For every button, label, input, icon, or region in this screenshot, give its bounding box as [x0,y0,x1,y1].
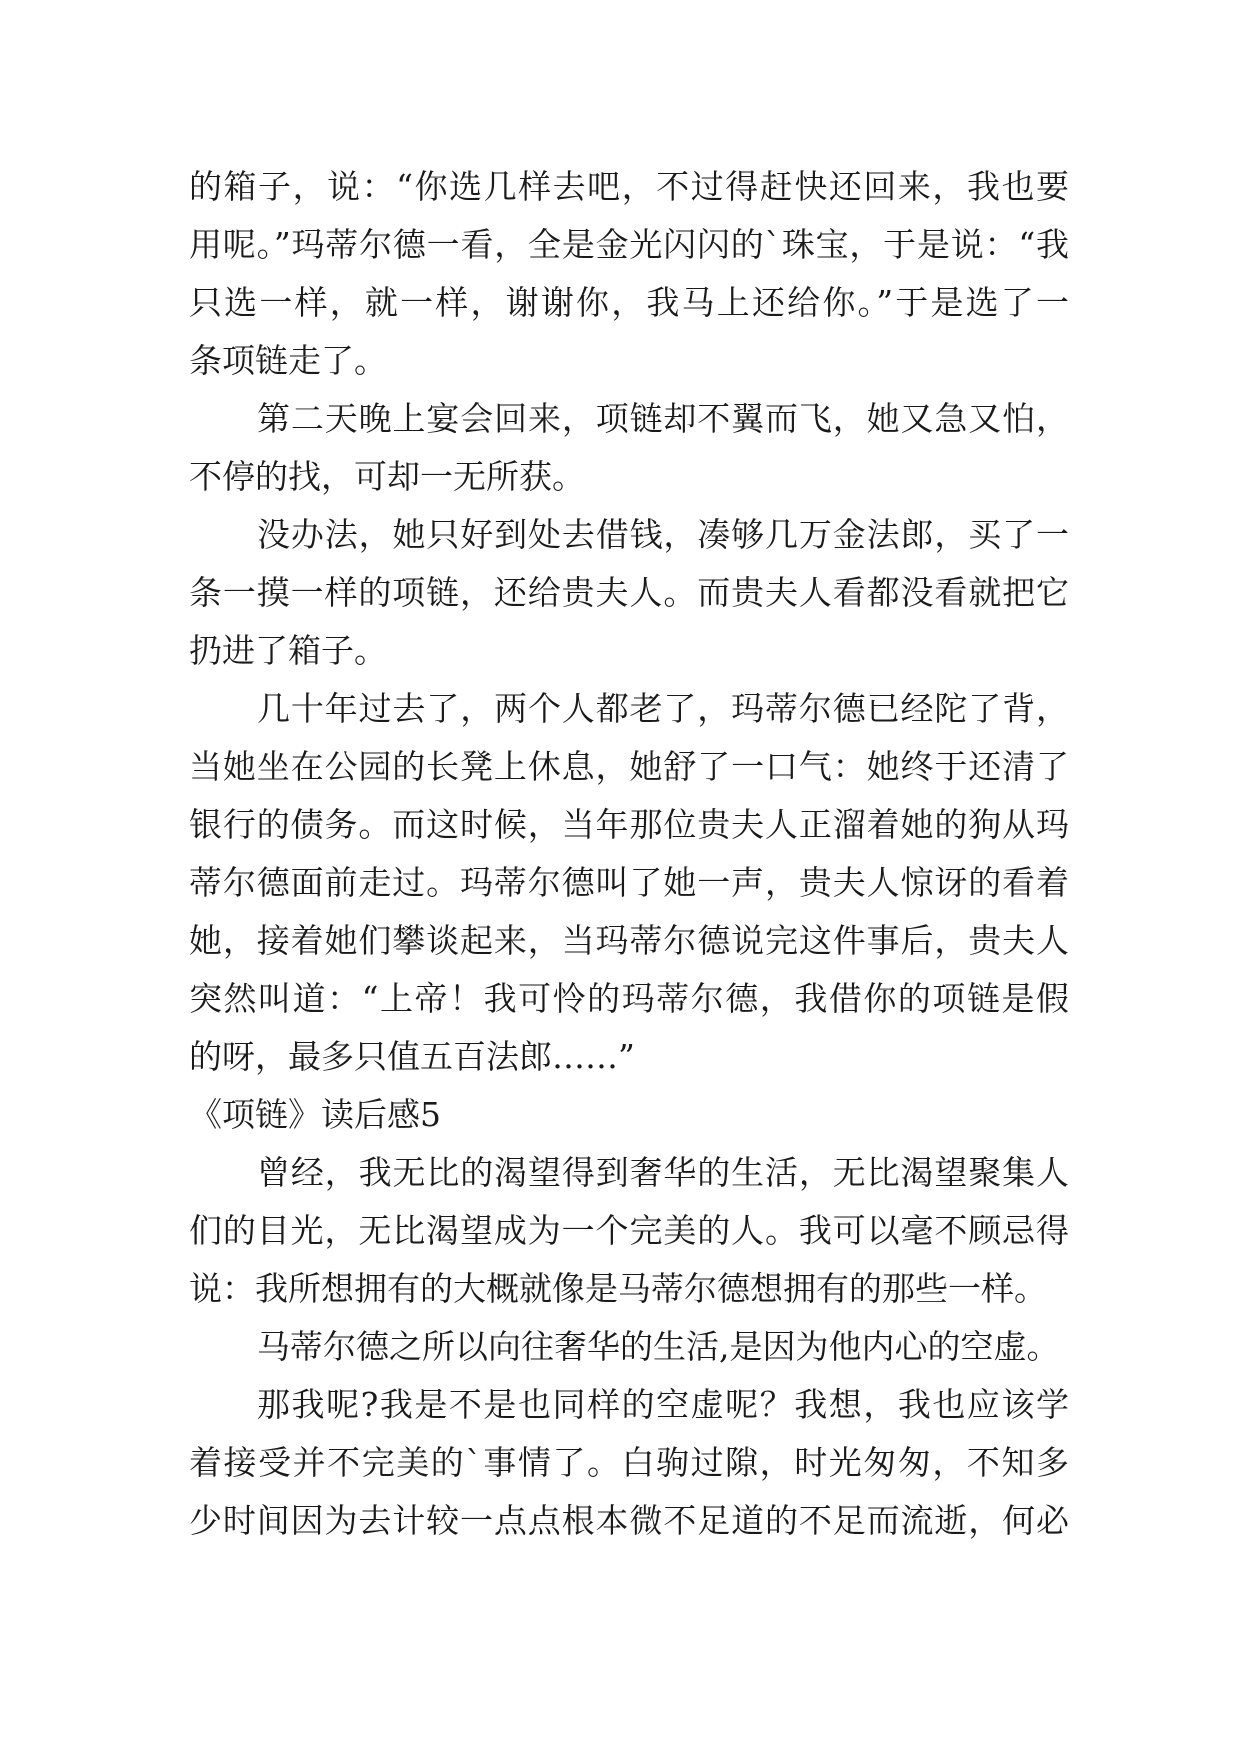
body-text [189,158,1069,1550]
text-line: 的箱子，说：“你选几样去吧，不过得赶快还回来，我也要 [189,167,1069,206]
text-line: 银行的债务。而这时候，当年那位贵夫人正溜着她的狗从玛 [189,805,1069,844]
text-line: 当她坐在公园的长凳上休息，她舒了一口气：她终于还清了 [189,747,1069,786]
text-line: 条一摸一样的项链，还给贵夫人。而贵夫人看都没看就把它 [189,573,1069,612]
text-line: 着接受并不完美的`事情了。白驹过隙，时光匆匆，不知多 [189,1443,1069,1482]
text-line: 不停的找，可却一无所获。 [189,457,585,496]
text-line: 用呢。”玛蒂尔德一看，全是金光闪闪的`珠宝，于是说：“我 [189,225,1069,264]
text-line: 蒂尔德面前走过。玛蒂尔德叫了她一声，贵夫人惊讶的看着 [189,863,1069,902]
paragraph-first-line: 曾经，我无比的渴望得到奢华的生活，无比渴望聚集人 [257,1153,1069,1192]
text-line: 只选一样，就一样，谢谢你，我马上还给你。”于是选了一 [189,283,1069,322]
text-line: 的呀，最多只值五百法郎……” [189,1037,635,1076]
text-line: 少时间因为去计较一点点根本微不足道的不足而流逝，何必 [189,1501,1069,1540]
section-heading: 《项链》读后感5 [189,1095,441,1134]
paragraph-first-line: 第二天晚上宴会回来，项链却不翼而飞，她又急又怕， [257,399,1069,438]
paragraph-first-line: 几十年过去了，两个人都老了，玛蒂尔德已经陀了背， [257,689,1069,728]
text-line: 们的目光，无比渴望成为一个完美的人。我可以毫不顾忌得 [189,1211,1069,1250]
text-line: 她，接着她们攀谈起来，当玛蒂尔德说完这件事后，贵夫人 [189,921,1069,960]
paragraph-first-line: 没办法，她只好到处去借钱，凑够几万金法郎，买了一 [257,515,1069,554]
text-line: 扔进了箱子。 [189,631,387,670]
text-line: 突然叫道：“上帝！我可怜的玛蒂尔德，我借你的项链是假 [189,979,1069,1018]
paragraph-first-line: 那我呢?我是不是也同样的空虚呢？我想，我也应该学 [257,1385,1069,1424]
text-line: 说：我所想拥有的大概就像是马蒂尔德想拥有的那些一样。 [189,1269,1047,1308]
paragraph-first-line: 马蒂尔德之所以向往奢华的生活,是因为他内心的空虚。 [257,1327,1060,1366]
text-line: 条项链走了。 [189,341,387,380]
